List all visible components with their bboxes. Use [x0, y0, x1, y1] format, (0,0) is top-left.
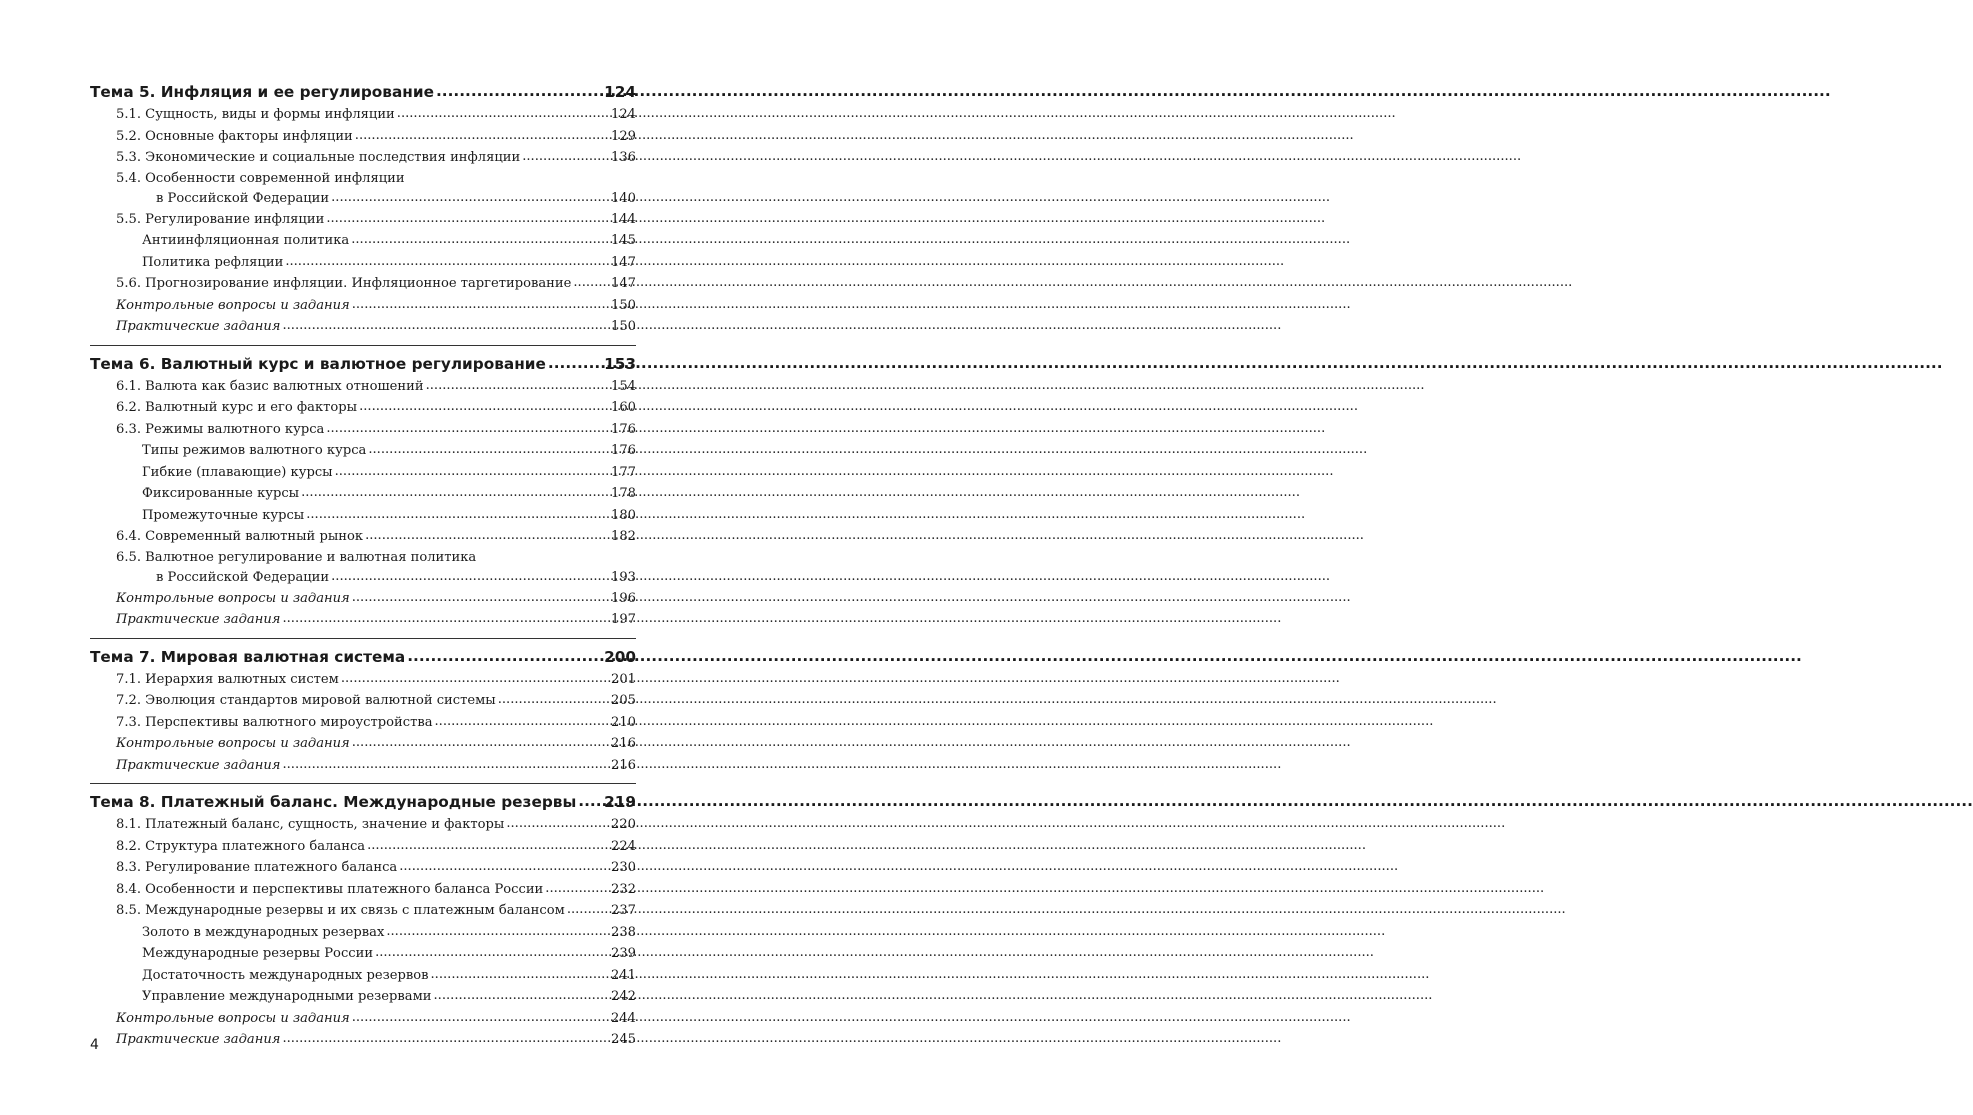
toc-subsection-title: Промежуточные курсы: [142, 507, 305, 523]
dot-leader: [399, 856, 609, 878]
toc-section-title: 8.5. Международные резервы и их связь с платежным балансом: [116, 903, 565, 918]
dot-leader: [435, 711, 610, 733]
toc-section-title-line2: в Российской Федерации: [156, 190, 330, 206]
toc-page-number: 201: [611, 671, 636, 687]
toc-control-questions-title: Контрольные вопросы и задания: [116, 297, 350, 313]
toc-practice-title: Практические задания: [116, 1032, 281, 1047]
toc-page-number: 241: [611, 967, 636, 983]
group-divider: [90, 783, 636, 784]
dot-leader: [326, 418, 609, 440]
group-divider: [90, 345, 636, 346]
toc-subsection-title: Фиксированные курсы: [142, 486, 300, 501]
toc-page-number: 200: [604, 647, 636, 666]
toc-group-theme-5: [90, 80, 636, 338]
toc-page-number: 176: [611, 443, 636, 458]
toc-group-theme-7: [90, 645, 636, 777]
toc-subsection-title: Золото в международных резервах: [142, 924, 385, 940]
toc-section-title-line1: 6.5. Валютное регулирование и валютная политика: [116, 549, 477, 565]
dot-leader: [352, 732, 609, 754]
toc-theme-heading[interactable]: [90, 352, 636, 376]
toc-page-number: 150: [611, 297, 636, 313]
dot-leader: [335, 461, 609, 483]
toc-practice-entry[interactable]: [90, 316, 636, 338]
toc-section-title: 7.3. Перспективы валютного мироустройства: [116, 714, 433, 730]
toc-section-entry[interactable]: [90, 209, 636, 231]
toc-subsection-title: Управление международными резервами: [142, 989, 432, 1004]
toc-section-entry[interactable]: [90, 397, 636, 419]
toc-page-number: 160: [611, 400, 636, 415]
dot-leader: [548, 353, 602, 374]
toc-page-number: 239: [611, 946, 636, 961]
toc-section-title: 6.4. Современный валютный рынок: [116, 529, 364, 544]
toc-section-title-line2: в Российской Федерации: [156, 569, 330, 585]
group-divider: [90, 638, 636, 639]
dot-leader: [285, 251, 609, 273]
dot-leader: [573, 272, 609, 294]
dot-leader: [351, 229, 609, 251]
toc-subsection-entry[interactable]: [90, 922, 636, 944]
toc-section-entry[interactable]: [90, 104, 636, 126]
toc-page-number: 180: [611, 507, 636, 523]
toc-theme-heading[interactable]: [90, 80, 636, 104]
toc-page-number: 230: [611, 860, 636, 875]
dot-leader: [326, 208, 609, 230]
toc-subsection-entry[interactable]: [90, 986, 636, 1008]
toc-section-title-line1: 5.4. Особенности современной инфляции: [116, 170, 405, 186]
dot-leader: [436, 81, 602, 102]
dot-leader: [397, 103, 609, 125]
toc-section-entry[interactable]: [90, 273, 636, 295]
toc-page-number: 238: [611, 924, 636, 940]
toc-theme-heading[interactable]: [90, 790, 636, 814]
toc-control-questions-entry[interactable]: [90, 295, 636, 317]
toc-page-number: 178: [611, 486, 636, 501]
toc-section-entry[interactable]: [90, 879, 636, 901]
toc-control-questions-title: Контрольные вопросы и задания: [116, 736, 350, 751]
toc-theme-title: Тема 8. Платежный баланс. Международные резервы: [90, 793, 577, 811]
toc-page-number: 224: [611, 838, 636, 854]
toc-section-entry[interactable]: [90, 376, 636, 398]
toc-control-questions-entry[interactable]: [90, 588, 636, 610]
toc-page-number: 219: [604, 793, 636, 811]
toc-section-title: 6.3. Режимы валютного курса: [116, 421, 325, 437]
toc-practice-entry[interactable]: [90, 1029, 636, 1051]
toc-subsection-title: Антиинфляционная политика: [142, 233, 350, 248]
dot-leader: [522, 146, 609, 168]
toc-page-number: 197: [611, 612, 636, 627]
toc-page-number: 220: [611, 817, 636, 832]
dot-leader: [434, 985, 609, 1007]
toc-subsection-entry[interactable]: [90, 252, 636, 274]
toc-practice-title: Практические задания: [116, 319, 281, 334]
dot-leader: [368, 439, 609, 461]
toc-page-number: 244: [611, 1010, 636, 1026]
toc-subsection-entry[interactable]: [90, 505, 636, 527]
dot-leader: [352, 1007, 609, 1029]
toc-page-number: 193: [611, 569, 636, 585]
toc-control-questions-entry[interactable]: [90, 733, 636, 755]
toc-page-number: 196: [611, 590, 636, 606]
toc-subsection-entry[interactable]: [90, 230, 636, 252]
toc-section-title: 5.1. Сущность, виды и формы инфляции: [116, 107, 395, 122]
toc-control-questions-title: Контрольные вопросы и задания: [116, 1010, 350, 1026]
toc-section-title: 5.5. Регулирование инфляции: [116, 211, 325, 227]
dot-leader: [431, 964, 609, 986]
toc-group-theme-8: [90, 790, 636, 1051]
toc-page-number: 150: [611, 319, 636, 334]
toc-page-number: 124: [604, 83, 636, 101]
toc-page-number: 177: [611, 464, 636, 480]
toc-page-number: 147: [611, 276, 636, 291]
dot-leader: [355, 125, 609, 147]
toc-section-entry[interactable]: [90, 548, 636, 588]
toc-section-entry[interactable]: [90, 857, 636, 879]
toc-section-entry[interactable]: [90, 814, 636, 836]
toc-section-entry[interactable]: [90, 126, 636, 148]
dot-leader: [367, 835, 609, 857]
toc-subsection-title: Достаточность международных резервов: [142, 967, 429, 983]
dot-leader: [331, 188, 609, 208]
dot-leader: [282, 1028, 609, 1050]
dot-leader: [386, 921, 609, 943]
toc-subsection-title: Международные резервы России: [142, 946, 374, 961]
toc-practice-entry[interactable]: [90, 609, 636, 631]
toc-page-number: 205: [611, 693, 636, 708]
dot-leader: [498, 689, 609, 711]
dot-leader: [306, 504, 609, 526]
toc-subsection-title: Типы режимов валютного курса: [142, 443, 367, 458]
dot-leader: [359, 396, 609, 418]
toc-page-number: 216: [611, 736, 636, 751]
toc-page-number: 232: [611, 881, 636, 897]
dot-leader: [282, 608, 609, 630]
toc-page-number: 154: [611, 378, 636, 394]
toc-section-entry[interactable]: [90, 419, 636, 441]
dot-leader: [365, 525, 609, 547]
page-number: 4: [90, 1037, 99, 1053]
toc-subsection-entry[interactable]: [90, 440, 636, 462]
toc-section-title: 5.6. Прогнозирование инфляции. Инфляционное таргетирование: [116, 276, 572, 291]
dot-leader: [301, 482, 609, 504]
toc-theme-title: Тема 6. Валютный курс и валютное регулирование: [90, 354, 546, 373]
dot-leader: [567, 899, 609, 921]
toc-subsection-entry[interactable]: [90, 462, 636, 484]
toc-practice-title: Практические задания: [116, 757, 281, 773]
dot-leader: [407, 646, 602, 667]
toc-page-number: 136: [611, 150, 636, 165]
dot-leader: [352, 587, 609, 609]
toc-page-number: 145: [611, 233, 636, 248]
toc-section-title: 7.2. Эволюция стандартов мировой валютной системы: [116, 693, 496, 708]
toc-section-title: 5.2. Основные факторы инфляции: [116, 128, 353, 144]
toc-section-title: 8.3. Регулирование платежного баланса: [116, 860, 398, 875]
toc-page-number: 176: [611, 421, 636, 437]
toc-page-number: 237: [611, 903, 636, 918]
toc-section-title: 8.4. Особенности и перспективы платежного баланса России: [116, 881, 544, 897]
toc-control-questions-title: Контрольные вопросы и задания: [116, 590, 350, 606]
toc-page-number: 147: [611, 254, 636, 270]
dot-leader: [375, 942, 609, 964]
toc-section-title-line2-row: [116, 568, 636, 588]
toc-page-number: 210: [611, 714, 636, 730]
toc-page-number: 129: [611, 128, 636, 144]
toc-practice-title: Практические задания: [116, 612, 281, 627]
toc-page-number: 140: [611, 190, 636, 206]
toc-section-entry[interactable]: [90, 147, 636, 169]
dot-leader: [352, 294, 609, 316]
toc-section-title-line2-row: [116, 189, 636, 209]
toc-section-entry[interactable]: [90, 526, 636, 548]
dot-leader: [545, 878, 609, 900]
toc-section-title: 7.1. Иерархия валютных систем: [116, 671, 339, 687]
dot-leader: [282, 315, 609, 337]
toc-group-theme-6: [90, 352, 636, 631]
toc-page-number: 124: [611, 107, 636, 122]
toc-subsection-title: Гибкие (плавающие) курсы: [142, 464, 333, 480]
toc-page-number: 242: [611, 989, 636, 1004]
toc-section-entry[interactable]: [90, 836, 636, 858]
toc-section-entry[interactable]: [90, 712, 636, 734]
toc-page-number: 153: [604, 354, 636, 373]
dot-leader: [282, 754, 609, 776]
toc-subsection-entry[interactable]: [90, 965, 636, 987]
dot-leader: [331, 567, 609, 587]
toc-section-entry[interactable]: [90, 900, 636, 922]
toc-page-number: 216: [611, 757, 636, 773]
toc-section-title: 8.2. Структура платежного баланса: [116, 838, 366, 854]
toc-subsection-entry[interactable]: [90, 943, 636, 965]
toc-section-title: 5.3. Экономические и социальные последствия инфляции: [116, 150, 521, 165]
dot-leader: [578, 791, 602, 812]
toc-control-questions-entry[interactable]: [90, 1008, 636, 1030]
toc-theme-heading[interactable]: [90, 645, 636, 669]
toc-section-entry[interactable]: [90, 669, 636, 691]
toc-page-number: 144: [611, 211, 636, 227]
toc-section-title: 6.2. Валютный курс и его факторы: [116, 400, 358, 415]
toc-section-title: 8.1. Платежный баланс, сущность, значение и факторы: [116, 817, 505, 832]
dot-leader: [426, 375, 609, 397]
toc-practice-entry[interactable]: [90, 755, 636, 777]
toc-page-number: 245: [611, 1032, 636, 1047]
toc-theme-title: Тема 5. Инфляция и ее регулирование: [90, 83, 434, 101]
toc-section-entry[interactable]: [90, 690, 636, 712]
toc-page-number: 182: [611, 529, 636, 544]
dot-leader: [341, 668, 609, 690]
table-of-contents: [90, 80, 636, 1051]
toc-section-entry[interactable]: [90, 169, 636, 209]
toc-subsection-entry[interactable]: [90, 483, 636, 505]
toc-theme-title: Тема 7. Мировая валютная система: [90, 647, 406, 666]
toc-section-title: 6.1. Валюта как базис валютных отношений: [116, 378, 424, 394]
toc-subsection-title: Политика рефляции: [142, 254, 284, 270]
dot-leader: [506, 813, 609, 835]
